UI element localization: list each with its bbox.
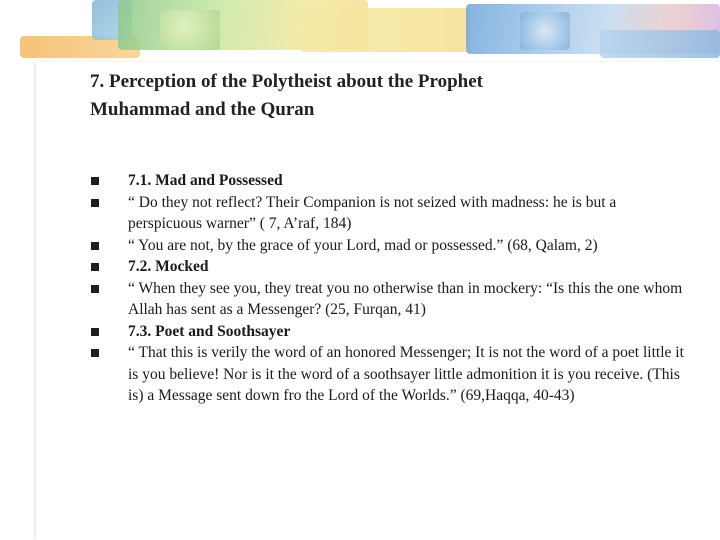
banner-wash-sky [520,12,570,50]
slide-title-line-2: Muhammad and the Quran [90,99,315,120]
quote-text: “ That this is verily the word of an honored Messenger; It is not the word of a poet little it is you believe! Nor is it the word of a soothsayer little admonition it is you receive. (This is) a Message sent down fro the Lord of the Worlds.” (69,Haqqa, 40-43) [128,344,684,404]
slide-title [90,68,650,124]
section-heading: 7.1. Mad and Possessed [128,172,283,189]
square-bullet-icon [91,263,99,271]
decorative-banner [0,0,720,62]
section-heading: 7.3. Poet and Soothsayer [128,322,291,340]
slide-title-line-1: 7. Perception of the Polytheist about the Prophet [90,71,483,92]
list-item [90,192,690,235]
square-bullet-icon [91,242,99,250]
list-item [90,235,690,257]
list-item [90,342,690,407]
quote-text: “ You are not, by the grace of your Lord, mad or possessed.” (68, Qalam, 2) [128,236,598,254]
section-heading: 7.2. Mocked [128,258,209,275]
quote-text: “ Do they not reflect? Their Companion is not seized with madness: he is but a perspicuous warner” ( 7, A’raf, 184) [128,193,617,232]
list-item [90,278,690,321]
banner-wash-yellow [300,8,470,52]
quote-text: “ When they see you, they treat you no otherwise than in mockery: “Is this the one whom Allah has sent as a Messenger? (25, Furqan, 41) [128,279,683,318]
square-bullet-icon [91,285,99,293]
bullet-list [90,170,690,407]
list-item [90,170,690,192]
list-item [90,321,690,343]
banner-wash-leaf [160,10,220,50]
square-bullet-icon [91,199,99,207]
square-bullet-icon [91,349,99,357]
list-item [90,256,690,278]
square-bullet-icon [91,177,99,185]
square-bullet-icon [91,328,99,336]
banner-wash-blue-lower [600,30,720,58]
